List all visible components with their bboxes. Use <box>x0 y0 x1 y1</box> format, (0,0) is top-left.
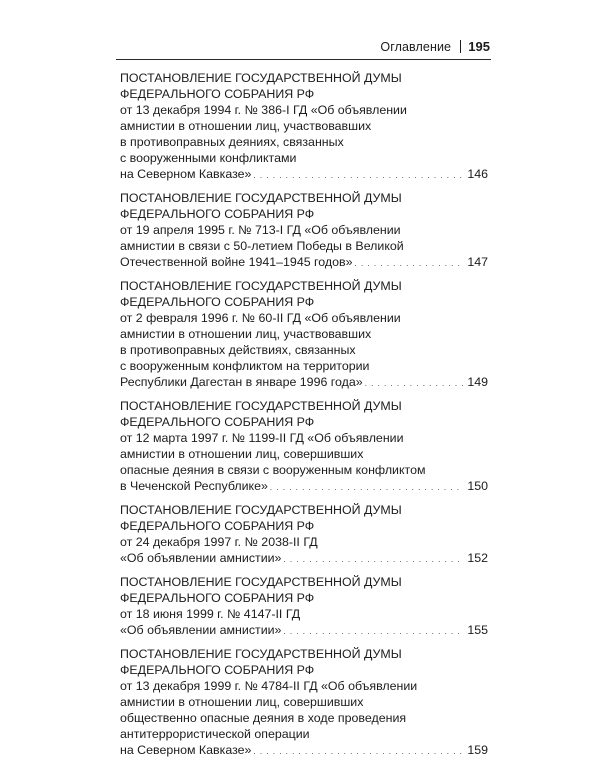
dot-leader <box>283 552 464 568</box>
toc-entry[interactable] <box>120 70 488 184</box>
toc-entry[interactable] <box>120 502 488 568</box>
dot-leader <box>253 744 464 760</box>
toc-entry-line: общественно опасные деяния в ходе проведения <box>120 711 407 725</box>
toc-entry-line: ПОСТАНОВЛЕНИЕ ГОСУДАРСТВЕННОЙ ДУМЫ <box>120 575 402 589</box>
toc-entry-last-line <box>120 478 488 496</box>
dot-leader <box>253 168 464 184</box>
page-number: 195 <box>468 39 490 54</box>
running-head <box>380 39 490 54</box>
toc-entry-line: Отечественной войне 1941–1945 годов» <box>120 255 353 269</box>
toc-entry-line: амнистии в связи с 50-летием Победы в Великой <box>120 239 404 253</box>
toc-entry[interactable] <box>120 190 488 272</box>
toc-entry-line: на Северном Кавказе» <box>120 167 252 181</box>
toc-entry[interactable] <box>120 646 488 760</box>
toc-entry-line: опасные деяния в связи с вооруженным конфликтом <box>120 463 426 477</box>
toc-entry-last-line <box>120 374 488 392</box>
toc-page-number[interactable]: 159 <box>467 743 488 757</box>
toc-page-number[interactable]: 149 <box>467 375 488 389</box>
dot-leader <box>365 376 465 392</box>
toc-entry-line: ФЕДЕРАЛЬНОГО СОБРАНИЯ РФ <box>120 207 315 221</box>
toc-entry-line: ФЕДЕРАЛЬНОГО СОБРАНИЯ РФ <box>120 591 315 605</box>
toc-entry-line: ФЕДЕРАЛЬНОГО СОБРАНИЯ РФ <box>120 663 315 677</box>
section-title: Оглавление <box>380 39 452 54</box>
toc-entry-line: ФЕДЕРАЛЬНОГО СОБРАНИЯ РФ <box>120 415 315 429</box>
toc-entry[interactable] <box>120 574 488 640</box>
toc-entry-line: амнистии в отношении лиц, участвовавших <box>120 327 372 341</box>
toc-page-number[interactable]: 155 <box>467 623 488 637</box>
toc-entry-line: от 13 декабря 1994 г. № 386-I ГД «Об объявлении <box>120 103 407 117</box>
header-divider <box>460 40 461 53</box>
table-of-contents <box>120 70 488 760</box>
toc-entry-line: от 24 декабря 1997 г. № 2038-II ГД <box>120 535 318 549</box>
toc-entry-line: ФЕДЕРАЛЬНОГО СОБРАНИЯ РФ <box>120 87 315 101</box>
toc-entry-line: Республики Дагестан в январе 1996 года» <box>120 375 363 389</box>
toc-entry-last-line <box>120 622 488 640</box>
toc-entry-line: от 2 февраля 1996 г. № 60-II ГД «Об объявлении <box>120 311 401 325</box>
toc-entry-line: в противоправных деяниях, связанных <box>120 135 344 149</box>
toc-entry-line: от 13 декабря 1999 г. № 4784-II ГД «Об объявлении <box>120 679 418 693</box>
toc-entry-line: в противоправных действиях, связанных <box>120 343 356 357</box>
toc-entry-last-line <box>120 742 488 760</box>
toc-entry-line: ПОСТАНОВЛЕНИЕ ГОСУДАРСТВЕННОЙ ДУМЫ <box>120 279 402 293</box>
toc-entry-last-line <box>120 166 488 184</box>
toc-entry-line: с вооруженными конфликтами <box>120 151 297 165</box>
toc-entry-line: с вооруженным конфликтом на территории <box>120 359 370 373</box>
dot-leader <box>283 624 464 640</box>
toc-entry-line: антитеррористической операции <box>120 727 310 741</box>
toc-entry-line: амнистии в отношении лиц, совершивших <box>120 447 364 461</box>
toc-entry-line: амнистии в отношении лиц, участвовавших <box>120 119 372 133</box>
toc-entry-line: ПОСТАНОВЛЕНИЕ ГОСУДАРСТВЕННОЙ ДУМЫ <box>120 191 402 205</box>
toc-entry-line: ПОСТАНОВЛЕНИЕ ГОСУДАРСТВЕННОЙ ДУМЫ <box>120 503 402 517</box>
toc-entry-line: в Чеченской Республике» <box>120 479 268 493</box>
toc-entry-line: ФЕДЕРАЛЬНОГО СОБРАНИЯ РФ <box>120 519 315 533</box>
toc-page-number[interactable]: 152 <box>467 551 488 565</box>
dot-leader <box>355 256 465 272</box>
header-rule <box>116 59 491 60</box>
toc-entry-line: «Об объявлении амнистии» <box>120 551 282 565</box>
toc-entry-line: «Об объявлении амнистии» <box>120 623 282 637</box>
toc-page-number[interactable]: 147 <box>467 255 488 269</box>
toc-entry[interactable] <box>120 398 488 496</box>
toc-entry[interactable] <box>120 278 488 392</box>
toc-page-number[interactable]: 150 <box>467 479 488 493</box>
toc-page-number[interactable]: 146 <box>467 167 488 181</box>
toc-entry-last-line <box>120 550 488 568</box>
toc-entry-line: на Северном Кавказе» <box>120 743 252 757</box>
toc-entry-line: ПОСТАНОВЛЕНИЕ ГОСУДАРСТВЕННОЙ ДУМЫ <box>120 399 402 413</box>
toc-entry-line: амнистии в отношении лиц, совершивших <box>120 695 364 709</box>
dot-leader <box>270 480 464 496</box>
toc-entry-line: от 18 июня 1999 г. № 4147-II ГД <box>120 607 301 621</box>
toc-entry-line: от 19 апреля 1995 г. № 713-I ГД «Об объявлении <box>120 223 401 237</box>
toc-entry-line: от 12 марта 1997 г. № 1199-II ГД «Об объявлении <box>120 431 404 445</box>
toc-entry-line: ФЕДЕРАЛЬНОГО СОБРАНИЯ РФ <box>120 295 315 309</box>
toc-entry-line: ПОСТАНОВЛЕНИЕ ГОСУДАРСТВЕННОЙ ДУМЫ <box>120 647 402 661</box>
toc-entry-last-line <box>120 254 488 272</box>
toc-entry-line: ПОСТАНОВЛЕНИЕ ГОСУДАРСТВЕННОЙ ДУМЫ <box>120 71 402 85</box>
